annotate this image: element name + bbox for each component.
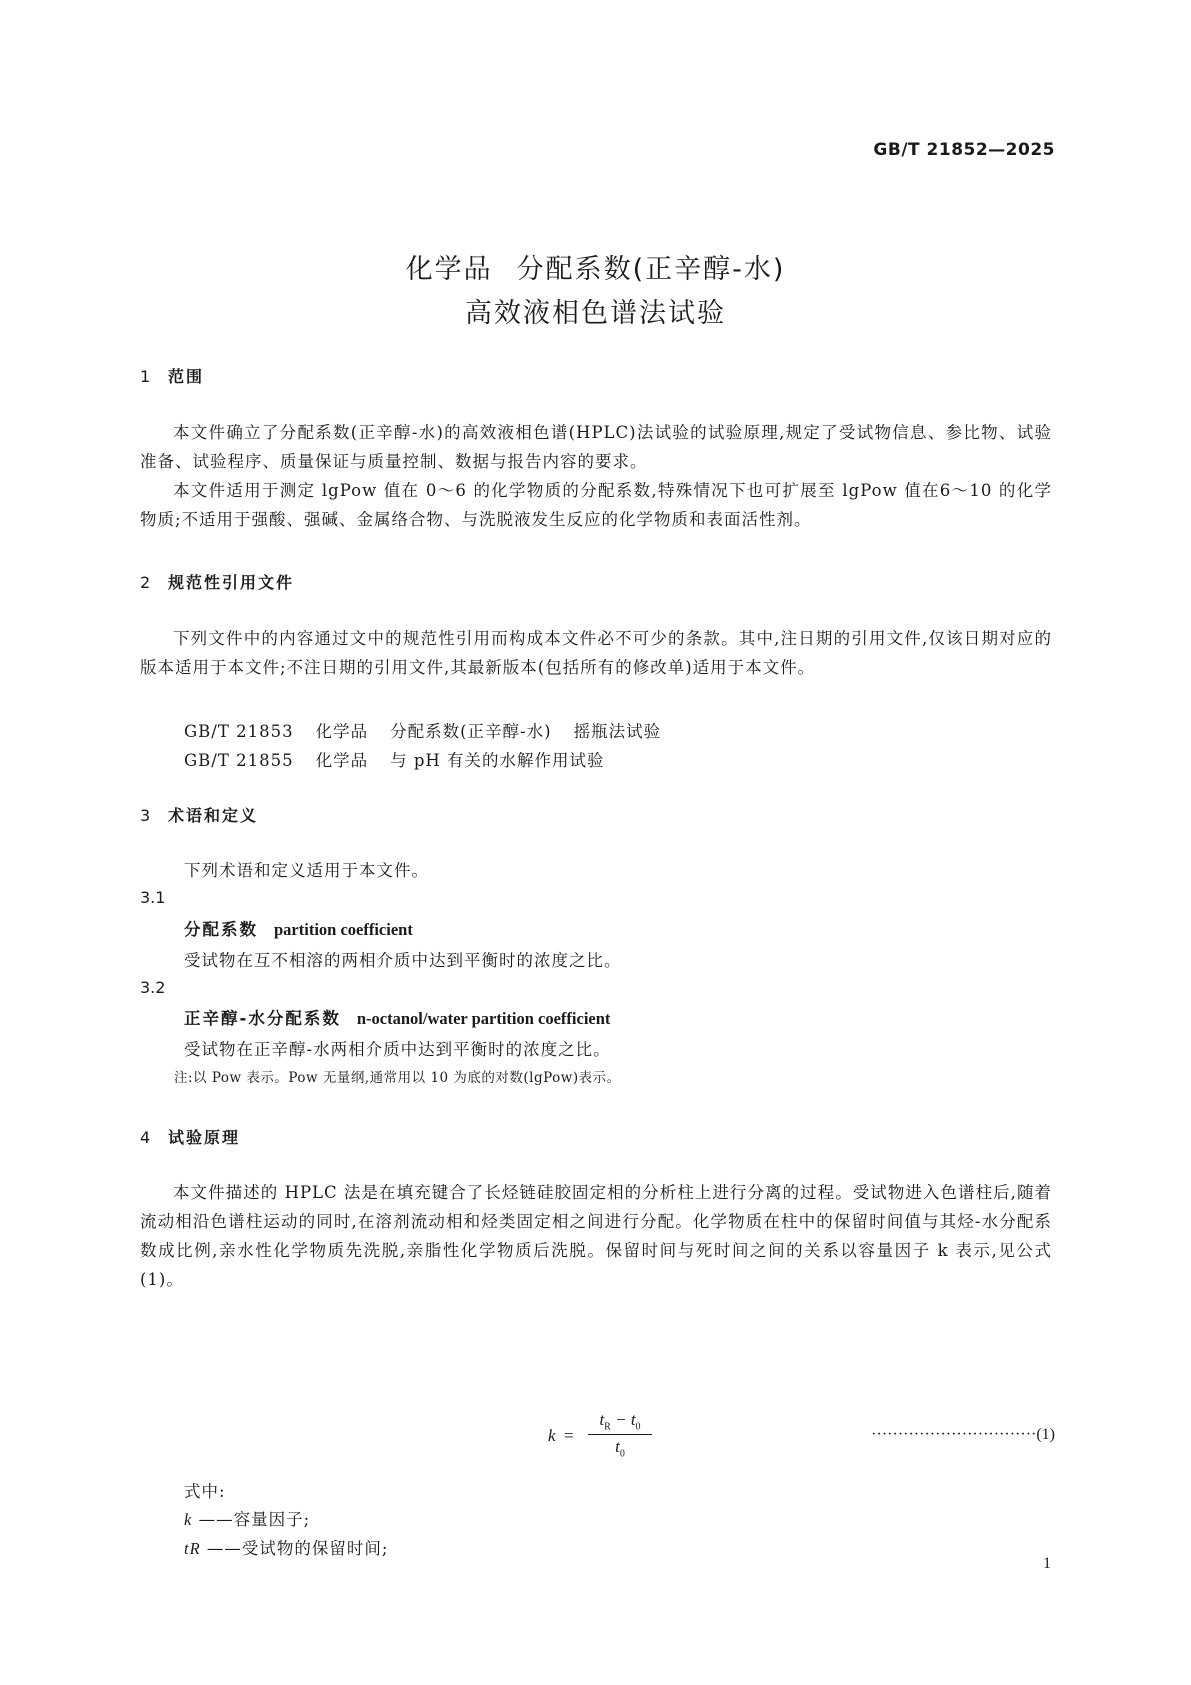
document-title-line2: 高效液相色谱法试验 bbox=[465, 298, 726, 329]
section-2-paragraph: 下列文件中的内容通过文中的规范性引用而构成本文件必不可少的条款。其中,注日期的引用文件,仅该日期对应的版本适用于本文件;不注日期的引用文件,其最新版本(包括所有的修改单)适用于本文件。 bbox=[140, 629, 1052, 677]
term-definition: 受试物在正辛醇-水两相介质中达到平衡时的浓度之比。 bbox=[184, 1040, 611, 1059]
term-number: 3.2 bbox=[140, 978, 166, 997]
title-part2: 分配系数(正辛醇-水) bbox=[516, 254, 786, 285]
document-title-line1 bbox=[0, 247, 1191, 286]
document-page: GB/T 21852—2025 化学品 分配系数(正辛醇-水) 高效液相色谱法试验 1 范围 本文件确立了分配系数(正辛醇-水)的高效液相色谱(HPLC)法试验的试验原理,规定了受试物信息、参比物、试验准备、试验程序、质量保证与质量控制、数据与报告内容的要求。 本文件适用于测定 lgPow 值在 0～6 的化学物质的分配系数,特殊情况下也可扩展至 lgPow 值在6～10 的化学物质;不适用于强酸、强碱、金属络合物、与洗脱液发生反应的化学物质和表面活性剂。 2 规范性引用文件 下列文件中的内容通过文中的规范性引用而构成本文件必不可少的条款。其中,注日期的引用文件,仅该日期对应的版本适用于本文件;不注日期的引用文件,其最新版本(包括所有的修改单)适用于本文件。 GB/T 21853 化学品 分配系数(正辛醇-水) 摇瓶法试验 GB/T 21855 化学品 与 pH 有关的水解作用试验 3 术语和定义 下列术语和定义适用于本文件。 3.1 分配系数 partition coefficient 受试物在互不相溶的两相介质中达到平衡时的浓度之比。 3.2 正辛醇-水分配系数 n-octanol/water partition coefficient 受试物在正辛醇-水两相介质中达到平衡时的浓度之比。 注:以 Pow 表示。Pow 无量纲,通常用以 10 为底的对数(lgPow)表示。 4 试验原理 本文件描述的 HPLC 法是在填充键合了长烃链硅胶固定相的分析柱上进行分离的过程。受试物进入色谱柱后,随着流动相沿色谱柱运动的同时,在溶剂流动相和烃类固定相之间进行分配。化学物质在柱中的保留时间值与其烃-水分配系数成比例,亲水性化学物质先洗脱,亲脂性化学物质后洗脱。保留时间与死时间之间的关系以容量因子 k 表示,见公式(1)。 k = $t_R - t_0$ $t_0$ ·······························(1) 式中: k ——容量因子; tR ——受试物的保留时间; 1 bbox=[0, 0, 1191, 1685]
term-note: 注:以 Pow 表示。Pow 无量纲,通常用以 10 为底的对数(lgPow)表示。 bbox=[174, 1070, 621, 1086]
reference-item: GB/T 21853 化学品 分配系数(正辛醇-水) 摇瓶法试验 bbox=[184, 722, 662, 741]
section-3-heading: 3 术语和定义 bbox=[140, 806, 259, 825]
term-definition: 受试物在互不相溶的两相介质中达到平衡时的浓度之比。 bbox=[184, 951, 622, 970]
variable-definition: tR ——受试物的保留时间; bbox=[184, 1539, 389, 1558]
title-part1: 化学品 bbox=[405, 254, 493, 285]
section-4-heading: 4 试验原理 bbox=[140, 1128, 241, 1147]
term-heading: 正辛醇-水分配系数 n-octanol/water partition coefficient bbox=[184, 1009, 611, 1028]
section-2-heading: 2 规范性引用文件 bbox=[140, 573, 295, 592]
reference-item: GB/T 21855 化学品 与 pH 有关的水解作用试验 bbox=[184, 751, 605, 770]
variable-definition: k ——容量因子; bbox=[184, 1510, 311, 1529]
equation-number: ·······························(1) bbox=[871, 1426, 1055, 1443]
term-number: 3.1 bbox=[140, 888, 166, 907]
section-1-paragraph-2: 本文件适用于测定 lgPow 值在 0～6 的化学物质的分配系数,特殊情况下也可扩展至 lgPow 值在6～10 的化学物质;不适用于强酸、强碱、金属络合物、与洗脱液发生反应的化学物质和表面活性剂。 bbox=[140, 481, 1052, 529]
section-1-heading: 1 范围 bbox=[140, 367, 205, 386]
term-heading: 分配系数 partition coefficient bbox=[184, 920, 413, 939]
standard-number: GB/T 21852—2025 bbox=[873, 140, 1055, 160]
section-4-paragraph: 本文件描述的 HPLC 法是在填充键合了长烃链硅胶固定相的分析柱上进行分离的过程。受试物进入色谱柱后,随着流动相沿色谱柱运动的同时,在溶剂流动相和烃类固定相之间进行分配。化学物质在柱中的保留时间值与其烃-水分配系数成比例,亲水性化学物质先洗脱,亲脂性化学物质后洗脱。保留时间与死时间之间的关系以容量因子 k 表示,见公式(1)。 bbox=[140, 1183, 1052, 1289]
section-1-paragraph-1: 本文件确立了分配系数(正辛醇-水)的高效液相色谱(HPLC)法试验的试验原理,规定了受试物信息、参比物、试验准备、试验程序、质量保证与质量控制、数据与报告内容的要求。 bbox=[140, 423, 1052, 471]
where-label: 式中: bbox=[184, 1482, 226, 1501]
page-number: 1 bbox=[1043, 1555, 1051, 1572]
section-3-intro: 下列术语和定义适用于本文件。 bbox=[184, 861, 429, 880]
